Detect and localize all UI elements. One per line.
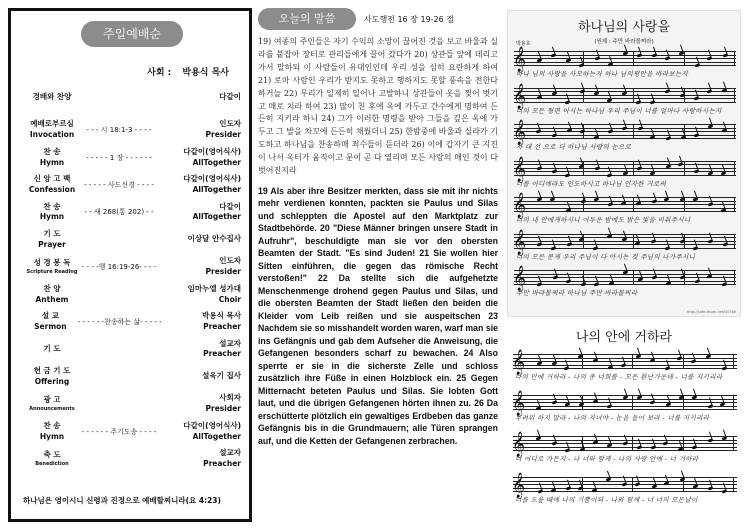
music-note: [722, 283, 727, 288]
worship-item-leader-ko: 다같이(영어식사): [183, 146, 241, 156]
treble-clef-icon: 𝄞: [512, 473, 526, 498]
closing-verse: 하나님은 영이시니 신령과 진정으로 예배할찌니라(요 4:23): [23, 496, 221, 505]
worship-item-title: [23, 229, 81, 251]
worship-item-title-en: Hymn: [39, 431, 65, 441]
worship-item-title-ko: 찬 송: [43, 146, 61, 156]
treble-clef-icon: 𝄞: [513, 120, 527, 145]
worship-item-detail: - - - - - - 주기도송 - - - -: [81, 427, 157, 436]
worship-item-title: [23, 366, 81, 388]
lyric-line: 하나 님의 사랑을 사모하는자 하나 님의평안을 바라보는자: [516, 70, 689, 78]
worship-item-detail: - - - 시 18:1-3 - - - -: [86, 126, 152, 135]
worship-item-leader: [157, 371, 241, 382]
scripture-header: [258, 8, 498, 30]
scripture-panel: [258, 8, 498, 522]
worship-item-leader-en: AllTogether: [192, 157, 241, 167]
worship-item: [23, 366, 241, 388]
worship-item-leader-ko: 다같이(영어식사): [183, 420, 241, 430]
worship-item-leader-en: Presider: [205, 404, 241, 414]
worship-item-leader: [157, 339, 241, 361]
worship-item: [23, 202, 241, 224]
worship-item-leader-en: Presider: [205, 130, 241, 140]
worship-item: [23, 229, 241, 251]
music-staff: [513, 193, 736, 218]
worship-item: [23, 448, 241, 470]
worship-item-detail: - - 새 268(통 202) - -: [84, 208, 154, 217]
worship-item-title-en: Scripture Reading: [26, 269, 78, 276]
worship-item-title-ko: 찬 송: [43, 201, 61, 211]
music-note: [692, 246, 697, 251]
lyric-line: 너 어디로 가든지 - 나 너와 함께 - 나의 사랑 안에 - 너 거하라: [515, 455, 699, 463]
worship-item: [23, 284, 241, 306]
worship-item-title-ko: 광 고: [43, 395, 61, 405]
treble-clef-icon: 𝄞: [513, 229, 527, 255]
worship-item-leader-ko: 다같이: [219, 92, 241, 101]
worship-item: [23, 311, 241, 333]
worship-item-leader-ko: 인도자: [219, 256, 241, 266]
music-staff: [513, 229, 736, 255]
presider-label: 사회 :: [147, 68, 172, 78]
presider-line: [23, 65, 229, 78]
worship-item-title-ko: 설 교: [41, 311, 59, 321]
worship-item-title-ko: 찬 양: [43, 283, 61, 293]
korean-scripture-text: 19) 여종의 주인들은 자기 수익의 소망이 끊어진 것을 보고 바울과 실라를 붙잡아 장터로 관리들에게 끌어 갔다가 20) 상관들 앞에 데리고 가서 말하되 이 사람들이 유대인인데 우리 성을 심히 요란하게 하여 21) 로마 사람인 우리가 받지도 못하고 행하지도 못할 풍속을 전한다 하거늘 22) 무리가 일제히 일어나 고발하니 상관들이 옷을 찢어 벗기고 매로 치라 하여 23) 많이 친 후에 옥에 가두고 간수에게 명하여 든든히 지키라 하니 24) 그가 이러한 명령을 받아 그들을 깊은 옥에 가두고 그 발을 차꼬에 든든히 채웠더니 25) 한밤중에 바울과 실라가 기도하고 하나님을 찬송하매 죄수들이 듣더라 26) 이에 갑자기 큰 지진이 나서 옥터가 움직이고 문이 곧 다 열리며 모든 사람의 매인 것이 다 벗어진지라: [258, 37, 498, 176]
hymn-panel: [504, 8, 744, 522]
music-staff: [513, 156, 736, 182]
music-note: [722, 490, 727, 495]
worship-item-title-en: Offering: [34, 376, 70, 386]
music-note: [593, 246, 598, 251]
worship-item-leader: [157, 174, 241, 196]
worship-item: [23, 256, 241, 278]
worship-item-leader-en: Choir: [218, 294, 241, 304]
lyric-line: 너의 내 안에게하시니 어두운 밤에도 밝은 빛을 비춰주시니: [516, 216, 691, 224]
music-staff: [512, 391, 737, 416]
treble-clef-icon: 𝄞: [512, 391, 526, 416]
worship-item-leader-ko: 설교자: [219, 448, 241, 458]
presider-name: 박용식 목사: [182, 68, 229, 78]
worship-item: [23, 393, 241, 415]
worship-item-title-ko: 찬 송: [43, 420, 61, 430]
music-note: [635, 100, 640, 105]
worship-item: [23, 119, 241, 141]
worship-item-title-ko: 기 도: [43, 344, 61, 354]
worship-items: [23, 92, 241, 480]
treble-clef-icon: 𝄞: [513, 193, 527, 218]
worship-item: [23, 147, 241, 169]
worship-item-title-en: Sermon: [34, 322, 67, 332]
hymn-1-composer: 박용호: [516, 41, 531, 47]
worship-item-leader: [157, 147, 241, 169]
hymn-2-title: 나의 안에 거하라: [575, 330, 673, 345]
music-staff: [512, 432, 737, 457]
worship-item-leader-ko: 임마누엘 성가대: [187, 283, 241, 293]
music-staff: [512, 350, 737, 375]
treble-clef-icon: 𝄞: [513, 83, 527, 109]
worship-item-title-ko: 기 도: [43, 229, 61, 238]
worship-item-detail: - - - - - 사도신경 - - - -: [84, 181, 154, 190]
worship-item: [23, 174, 241, 196]
music-note: [581, 283, 586, 288]
lyric-line: 너를 어디에라도 인도하시고 하나님 인자한 거로써: [516, 179, 666, 188]
lyric-line: 너의 모든 문제 우리 주님이 다 아시는 것 주님의 나가주시니: [516, 252, 696, 261]
worship-item-leader: [157, 92, 241, 103]
worship-item-leader: [157, 448, 241, 470]
worship-item-leader-en: Preacher: [203, 459, 241, 469]
german-scripture-text: 19 Als aber ihre Besitzer merkten, dass sie mit ihr nichts mehr verdienen konnten, packten sie Paulus und Silas und schleppten die Apostel auf den Marktplatz zur Stadtbehörde. 20 "Diese Männer bringen unsere Stadt in Aufruhr", beschuldigte man sie vor den obersten Beamten der Stadt. "Es sind Juden! 21 Sie wollen hier Sitten einführen, die gegen das römische Recht verstoßen!" 22 Da stellte sich die aufgehetzte Menschenmenge drohend gegen Paulus und Silas, und die obersten Beamten der Stadt ließen den beiden die Kleider vom Leib reißen und sie auspeitschen 23 Nachdem sie so misshandelt worden waren, warf man sie ins Gefängnis und gab dem Aufseher die Anweisung, die Gefangenen besonders scharf zu bewachen. 24 Also sperrte er sie in die sicherste Zelle und schloss zusätzlich ihre Füße in einen Holzblock ein. 25 Gegen Mitternacht beteten Paulus und Silas. Sie lobten Gott laut, und die übrigen Gefangenen hörten ihnen zu. 26 Da erschütterte plötzlich ein gewaltiges Erdbeben das ganze Gefängnis bis in die Grundmauern; alle Türen sprangen auf, und die Ketten der Gefangenen zerbrachen.: [258, 185, 498, 446]
hymn-1-source-url: http://cafe.daum.net/G0760: [687, 310, 736, 314]
worship-item-leader-en: Preacher: [203, 322, 241, 332]
worship-item-title: [23, 258, 81, 276]
worship-item-title-en: Anthem: [35, 294, 69, 304]
treble-clef-icon: 𝄞: [512, 432, 526, 457]
music-note: [664, 367, 669, 372]
worship-item-title: [23, 92, 81, 103]
hymn-score-1: [507, 10, 741, 317]
worship-item-detail: - - - - - -찬송하는 삶- - - - -: [77, 318, 162, 327]
worship-item-leader: [157, 202, 241, 224]
worship-item-title-ko: 경배와 찬양: [32, 92, 72, 101]
treble-clef-icon: 𝄞: [513, 266, 527, 291]
worship-item-title: [23, 147, 81, 169]
worship-item-title-en: Confession: [28, 185, 76, 195]
music-note: [537, 490, 542, 495]
worship-item-leader-en: AllTogether: [192, 431, 241, 441]
worship-item-leader-en: Presider: [205, 267, 241, 277]
worship-item-leader-ko: 이상달 안수집사: [187, 234, 241, 244]
worship-item-title-ko: 예배로부르심: [30, 119, 74, 129]
worship-item: [23, 92, 241, 103]
worship-item-title-en: Hymn: [39, 157, 65, 167]
hymn-1-subtitle: (원제 : 주만 바라볼찌라): [594, 39, 654, 45]
treble-clef-icon: 𝄞: [513, 47, 527, 72]
worship-item-title: [23, 284, 81, 306]
worship-item-detail: - - - -행 16:19-26- - - -: [81, 263, 157, 272]
music-note: [722, 367, 727, 372]
treble-clef-icon: 𝄞: [513, 156, 527, 182]
worship-item-title-ko: 신 앙 고 백: [33, 174, 71, 184]
worship-item-leader: [162, 311, 241, 333]
music-note: [695, 64, 700, 69]
worship-item-leader-ko: 다같이: [219, 201, 241, 211]
worship-item-title-en: Benediction: [35, 460, 69, 467]
worship-item-title-en: Prayer: [38, 239, 66, 249]
worship-item: [23, 421, 241, 443]
worship-item-detail: - - - - - 1 장 - - - - - -: [86, 153, 152, 162]
music-staff: [513, 266, 736, 291]
worship-item: [23, 339, 241, 361]
worship-item-leader-en: AllTogether: [192, 185, 241, 195]
scripture-reference: 사도행전 16 장 19-26 절: [364, 14, 454, 24]
worship-item-leader-en: AllTogether: [192, 212, 241, 222]
worship-item-leader: [157, 119, 241, 141]
worship-item-leader: [157, 284, 241, 306]
worship-item-leader-ko: 사회자: [219, 393, 241, 403]
worship-item-leader: [157, 393, 241, 415]
worship-item-title-ko: 헌 금 기 도: [33, 366, 71, 375]
worship-item-leader: [157, 256, 241, 278]
worship-item-title-ko: 축 도: [43, 450, 61, 459]
worship-item-title-en: Hymn: [39, 212, 65, 222]
lyric-line: 주만 바라볼찌라 하나님 주만 바라볼찌라: [516, 289, 638, 297]
worship-item-leader-ko: 인도자: [219, 119, 241, 129]
worship-item-title: [23, 450, 81, 468]
treble-clef-icon: 𝄞: [512, 350, 526, 375]
worship-item-title-ko: 성 경 봉 독: [33, 258, 71, 268]
music-note: [565, 449, 570, 454]
worship-item-leader: [157, 421, 241, 443]
music-staff: [512, 473, 737, 498]
worship-item-title-en: Invocation: [29, 130, 75, 140]
worship-item-leader-ko: 설교자: [219, 338, 241, 348]
hymn-1-title: 하나님의 사랑을: [577, 20, 671, 35]
worship-order-panel: [8, 8, 252, 522]
scripture-label: 오늘의 말씀: [258, 8, 356, 30]
worship-item-title: [23, 202, 81, 224]
hymn-score-2: [507, 324, 741, 520]
lyric-line: 자 대 선 으로 더 하나님 사랑의 눈으로: [516, 143, 632, 151]
worship-order-title: 주일예배순: [81, 21, 183, 47]
worship-item-leader-ko: 다같이(영어식사): [183, 174, 241, 184]
lyric-line: 너를 도울 때에 나의 기쁨이되 - 나와 함께 - 너 너의 모든날이: [515, 496, 698, 504]
music-staff: [513, 83, 736, 109]
worship-item-title: [23, 119, 81, 141]
music-staff: [513, 120, 736, 145]
music-note: [578, 64, 583, 69]
worship-item-title: [23, 344, 81, 355]
worship-item-leader-en: Preacher: [203, 349, 241, 359]
worship-item-leader-ko: 설욱기 집사: [202, 371, 241, 381]
worship-item-title: [23, 311, 78, 333]
music-note: [564, 100, 569, 105]
worship-item-leader-ko: 박용식 목사: [202, 311, 241, 321]
worship-item-title: [23, 395, 81, 413]
lyric-line: 너의 모든 형편 아시는 하나님 우리 주님이 너를 얼마나 사랑하시는지: [516, 106, 722, 115]
worship-item-title: [23, 174, 81, 196]
lyric-line: 두려워 하지 말라 - 나의 자녀야 - 눈을 들어 보라 - 너를 지키리라: [515, 414, 710, 422]
lyric-line: 나의 안에 거하라 - 나의 종 너희를 - 모든 환난가운데 - 너를 지키리라: [515, 373, 723, 381]
music-note: [563, 367, 568, 372]
music-staff: [513, 47, 736, 72]
worship-item-title: [23, 421, 81, 443]
worship-item-title-en: Announcements: [29, 406, 75, 413]
worship-item-leader: [157, 234, 241, 245]
